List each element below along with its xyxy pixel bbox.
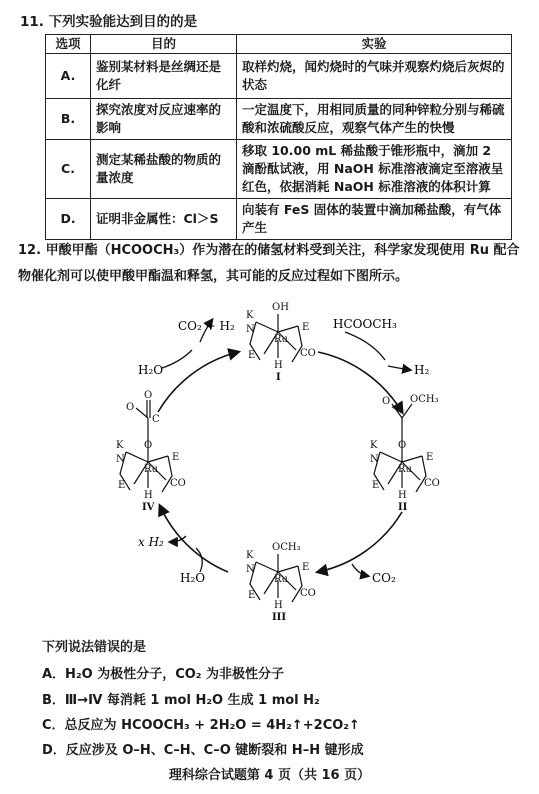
row-c-experiment: 移取 10.00 mL 稀盐酸于锥形瓶中，滴加 2 滴酚酞试液，用 NaOH 标准溶液滴定至溶液呈红色，依据消耗 NaOH 标准溶液的体积计算 [237,140,512,199]
table-row [46,199,512,240]
q12-question: 下列说法错误的是 [42,640,147,655]
complex-ii-ru: Ru [398,464,412,475]
label-co2-h2: CO₂ + H₂ [178,319,235,333]
complex-iv-e2: E [118,480,126,491]
choice-a[interactable]: A．H₂O 为极性分子，CO₂ 为非极性分子 [42,667,285,682]
choice-d[interactable]: D．反应涉及 O–H、C–H、C–O 键断裂和 H–H 键形成 [42,743,364,758]
header-aim: 目的 [91,35,237,54]
q12-stem: 甲酸甲酯（HCOOCH₃）作为潜在的储氢材料受到关注，科学家发现使用 Ru 配合物催化剂可以使甲酸甲酯温和释氢，其可能的反应过程如下图所示。 [18,243,520,284]
label-h2o-bottom: H₂O [180,571,206,585]
complex-iii-top: OCH₃ [272,542,301,553]
complex-i-e2: E [248,350,256,361]
arrow-hcooch3-in [345,332,385,360]
complex-iv-k: K [116,440,124,451]
catalytic-cycle-diagram [0,290,539,630]
complex-i-co: CO [300,348,316,359]
q11-title: 下列实验能达到目的的是 [48,14,198,30]
header-experiment: 实验 [237,35,512,54]
arrow-h2o-in-bottom [196,548,202,572]
complex-i-ru: Ru [274,334,288,345]
arrow-h2o-in-top [162,350,192,368]
label-h2o-top: H₂O [138,363,164,377]
complex-iii-co: CO [300,588,316,599]
q12-stem-block [18,238,523,290]
complex-iii-k: K [246,550,254,561]
row-a-experiment: 取样灼烧，闻灼烧时的气味并观察灼烧后灰烬的状态 [237,54,512,99]
complex-i-label: I [276,372,281,383]
row-a-aim: 鉴别某材料是丝绸还是化纤 [91,54,237,99]
page-footer: 理科综合试题第 4 页（共 16 页） [168,768,371,783]
arc-iv-to-i [158,352,238,412]
cycle-arcs [158,352,402,572]
table-row [46,99,512,140]
complex-i-n: N [246,324,255,335]
table-header-row [46,35,512,54]
complex-iii-label: III [272,612,287,623]
complex-iv-e1: E [172,452,180,463]
complex-iv-ru: Ru [144,464,158,475]
complex-iv [116,390,186,513]
complex-iv-c: C [152,414,160,425]
complex-iii [246,542,316,623]
complex-iii-ru: Ru [274,574,288,585]
complex-ii-e1: E [426,452,434,463]
complex-ii-h: H [398,490,407,501]
complex-iv-o-side: O [126,402,135,413]
row-d-aim: 证明非金属性：Cl＞S [91,199,237,240]
arc-iii-to-iv [160,506,228,572]
complex-ii-e2: E [372,480,380,491]
label-xh2: x H₂ [138,535,164,549]
label-hcooch3: HCOOCH₃ [333,317,397,331]
choice-c[interactable]: C．总反应为 HCOOCH₃ + 2H₂O = 4H₂↑+2CO₂↑ [42,718,360,733]
complex-iii-e1: E [302,562,310,573]
row-d-option: D. [46,199,91,240]
complex-iii-n: N [246,564,255,575]
header-option: 选项 [46,35,91,54]
complex-ii-o: O [382,396,391,407]
table-row [46,140,512,199]
arc-ii-to-iii [318,512,402,572]
label-h2-right: H₂ [414,363,430,377]
q11-number: 11. [20,14,44,30]
complex-iii-h: H [274,600,283,611]
complex-ii-k: K [370,440,378,451]
row-b-option: B. [46,99,91,140]
complex-iv-co: CO [170,478,186,489]
complex-i-k: K [246,310,254,321]
arrow-h2-out [388,366,410,370]
complex-iv-o-low: O [144,440,153,451]
complex-i-top: OH [272,302,289,313]
complex-ii [370,394,440,513]
complex-ii-label: II [398,502,408,513]
q11-heading [20,10,197,30]
complex-iv-o-top: O [144,390,153,401]
complex-iv-n: N [116,454,125,465]
q12-number: 12. [18,243,42,258]
arrow-co2-out [352,564,368,576]
complex-i-e1: E [302,322,310,333]
row-d-experiment: 向装有 FeS 固体的装置中滴加稀盐酸，有气体产生 [237,199,512,240]
complex-ii-n: N [370,454,379,465]
choice-b[interactable]: B．Ⅲ→Ⅳ 每消耗 1 mol H₂O 生成 1 mol H₂ [42,693,320,708]
row-c-option: C. [46,140,91,199]
complex-iii-e2: E [248,590,256,601]
row-b-experiment: 一定温度下，用相同质量的同种锌粒分别与稀硫酸和浓硫酸反应，观察气体产生的快慢 [237,99,512,140]
complex-ii-o2: O [398,440,407,451]
table-row [46,54,512,99]
complex-ii-och3: OCH₃ [410,394,439,405]
complex-iv-h: H [144,490,153,501]
complex-i [246,302,316,383]
row-c-aim: 测定某稀盐酸的物质的量浓度 [91,140,237,199]
label-co2-bottom: CO₂ [372,571,396,585]
complex-i-h: H [274,360,283,371]
complex-ii-co: CO [424,478,440,489]
complex-iv-label: IV [142,502,155,513]
row-a-option: A. [46,54,91,99]
q11-table [45,34,512,240]
row-b-aim: 探究浓度对反应速率的影响 [91,99,237,140]
